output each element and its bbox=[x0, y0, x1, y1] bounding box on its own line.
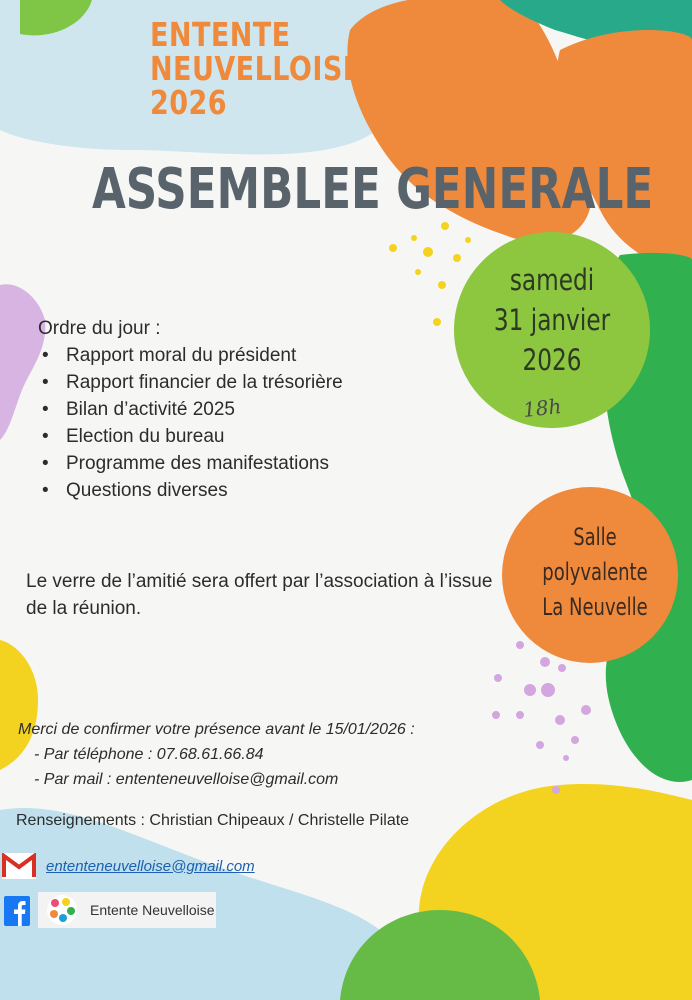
date-day: samedi bbox=[509, 263, 595, 297]
org-title-year: 2026 bbox=[150, 83, 227, 122]
agenda-item: • Rapport financier de la trésorière bbox=[66, 369, 343, 396]
confirm-intro: Merci de confirmer votre présence avant le 15/01/2026 : bbox=[18, 721, 415, 738]
confirm-phone: - Par téléphone : 07.68.61.66.84 bbox=[34, 746, 264, 763]
contact-info: Renseignements : Christian Chipeaux / Christelle Pilate bbox=[16, 812, 410, 829]
facebook-icon[interactable] bbox=[4, 896, 30, 926]
agenda-item: • Programme des manifestations bbox=[66, 450, 343, 477]
confirmation-block bbox=[18, 717, 415, 792]
venue-badge bbox=[510, 520, 680, 625]
org-title-line1: ENTENTE bbox=[150, 15, 291, 54]
confirm-mail: - Par mail : ententeneuvelloise@gmail.com bbox=[34, 771, 339, 788]
purple-dots bbox=[492, 641, 591, 794]
venue-line2: polyvalente bbox=[542, 558, 648, 586]
venue-line3: La Neuvelle bbox=[542, 593, 648, 621]
association-logo-icon bbox=[46, 894, 78, 926]
gmail-icon bbox=[2, 853, 36, 879]
date-date: 31 janvier bbox=[493, 303, 611, 337]
agenda-item: • Rapport moral du président bbox=[66, 342, 343, 369]
agenda-item: • Bilan d’activité 2025 bbox=[66, 396, 343, 423]
agenda-list bbox=[38, 342, 343, 504]
agenda-item: • Questions diverses bbox=[66, 477, 343, 504]
email-link[interactable]: ententeneuvelloise@gmail.com bbox=[46, 857, 255, 875]
venue-line1: Salle bbox=[573, 523, 617, 551]
date-year: 2026 bbox=[522, 343, 582, 377]
org-title bbox=[150, 15, 362, 122]
agenda bbox=[38, 315, 343, 504]
page-title: ASSEMBLEE GENERALE bbox=[92, 157, 654, 222]
agenda-heading: Ordre du jour : bbox=[38, 318, 161, 339]
facebook-page-name: Entente Neuvelloise bbox=[90, 902, 215, 918]
email-row bbox=[2, 852, 255, 880]
agenda-item: • Election du bureau bbox=[66, 423, 343, 450]
handwritten-hour: 18h bbox=[521, 394, 563, 422]
friendship-note: Le verre de l’amitié sera offert par l’association à l’issue de la réunion. bbox=[26, 571, 493, 619]
org-title-line2: NEUVELLOISE bbox=[150, 49, 362, 88]
